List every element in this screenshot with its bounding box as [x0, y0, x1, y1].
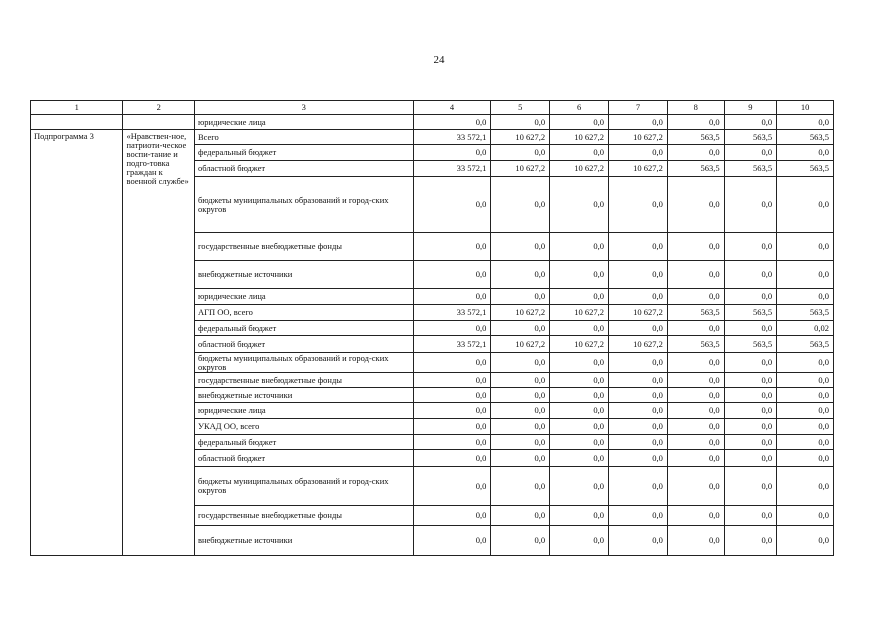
value-cell: 0,0: [777, 261, 834, 289]
value-cell: 0,0: [777, 177, 834, 233]
value-cell: 33 572,1: [413, 130, 491, 145]
value-cell: 0,0: [609, 450, 668, 467]
value-cell: 10 627,2: [491, 336, 550, 353]
value-cell: 0,0: [667, 388, 724, 403]
value-cell: 0,0: [609, 506, 668, 526]
value-cell: 0,0: [550, 388, 609, 403]
value-cell: 0,0: [413, 467, 491, 506]
column-header: 7: [609, 101, 668, 115]
value-cell: 0,0: [667, 435, 724, 450]
value-cell: 0,0: [777, 388, 834, 403]
value-cell: 0,0: [550, 373, 609, 388]
value-cell: 0,0: [777, 526, 834, 556]
row-label: юридические лица: [194, 403, 413, 419]
row-label: государственные внебюджетные фонды: [194, 373, 413, 388]
value-cell: 0,0: [413, 526, 491, 556]
value-cell: 0,0: [609, 145, 668, 161]
value-cell: 563,5: [724, 161, 777, 177]
value-cell: 0,0: [724, 233, 777, 261]
value-cell: 0,0: [491, 233, 550, 261]
value-cell: 10 627,2: [609, 305, 668, 321]
value-cell: 0,0: [667, 145, 724, 161]
value-cell: 0,0: [413, 506, 491, 526]
row-label: юридические лица: [194, 115, 413, 130]
table-row: [31, 130, 834, 145]
value-cell: 563,5: [777, 161, 834, 177]
value-cell: 0,0: [667, 450, 724, 467]
value-cell: 0,0: [724, 388, 777, 403]
empty-cell: [123, 115, 194, 130]
column-header: 6: [550, 101, 609, 115]
page-number: 24: [433, 54, 445, 66]
value-cell: 563,5: [667, 161, 724, 177]
row-label: федеральный бюджет: [194, 145, 413, 161]
value-cell: 0,0: [609, 289, 668, 305]
column-header: 3: [194, 101, 413, 115]
value-cell: 0,0: [491, 450, 550, 467]
value-cell: 0,0: [777, 506, 834, 526]
value-cell: 10 627,2: [550, 305, 609, 321]
value-cell: 0,0: [550, 450, 609, 467]
value-cell: 0,0: [491, 419, 550, 435]
value-cell: 563,5: [724, 336, 777, 353]
value-cell: 0,0: [491, 289, 550, 305]
header-row: [31, 101, 834, 115]
value-cell: 0,0: [413, 388, 491, 403]
value-cell: 0,0: [724, 506, 777, 526]
value-cell: 0,0: [667, 261, 724, 289]
value-cell: 0,0: [491, 321, 550, 336]
column-header: 1: [31, 101, 123, 115]
value-cell: 0,0: [724, 353, 777, 373]
value-cell: 0,0: [667, 419, 724, 435]
value-cell: 0,0: [609, 233, 668, 261]
value-cell: 0,0: [777, 403, 834, 419]
value-cell: 0,0: [413, 261, 491, 289]
value-cell: 0,0: [550, 467, 609, 506]
value-cell: 0,0: [724, 467, 777, 506]
column-header: 5: [491, 101, 550, 115]
value-cell: 0,0: [413, 353, 491, 373]
value-cell: 0,0: [777, 373, 834, 388]
value-cell: 0,0: [491, 388, 550, 403]
empty-cell: [31, 115, 123, 130]
value-cell: 10 627,2: [491, 130, 550, 145]
value-cell: 0,0: [777, 233, 834, 261]
value-cell: 10 627,2: [491, 305, 550, 321]
value-cell: 0,0: [724, 177, 777, 233]
column-header: 4: [413, 101, 491, 115]
value-cell: 0,0: [667, 373, 724, 388]
value-cell: 0,0: [609, 467, 668, 506]
value-cell: 0,0: [609, 435, 668, 450]
value-cell: 0,0: [777, 419, 834, 435]
value-cell: 0,0: [550, 177, 609, 233]
value-cell: 0,0: [491, 403, 550, 419]
value-cell: 0,0: [413, 435, 491, 450]
row-label: бюджеты муниципальных образований и город-ских округов: [194, 177, 413, 233]
table-row: [31, 115, 834, 130]
value-cell: 0,0: [491, 261, 550, 289]
row-label: юридические лица: [194, 289, 413, 305]
value-cell: 10 627,2: [609, 336, 668, 353]
row-label: областной бюджет: [194, 450, 413, 467]
value-cell: 563,5: [724, 130, 777, 145]
budget-table: [30, 100, 834, 556]
value-cell: 0,0: [413, 321, 491, 336]
program-cell: Подпрограмма 3: [31, 130, 123, 556]
value-cell: 0,0: [777, 353, 834, 373]
value-cell: 0,0: [777, 450, 834, 467]
column-header: 9: [724, 101, 777, 115]
value-cell: 0,0: [724, 435, 777, 450]
value-cell: 10 627,2: [491, 161, 550, 177]
value-cell: 0,0: [724, 450, 777, 467]
value-cell: 0,0: [550, 233, 609, 261]
value-cell: 0,0: [667, 233, 724, 261]
value-cell: 0,0: [491, 435, 550, 450]
value-cell: 0,0: [777, 435, 834, 450]
row-label: внебюджетные источники: [194, 388, 413, 403]
value-cell: 0,0: [609, 261, 668, 289]
value-cell: 0,0: [550, 506, 609, 526]
value-cell: 0,0: [609, 321, 668, 336]
row-label: УКАД ОО, всего: [194, 419, 413, 435]
value-cell: 0,0: [724, 419, 777, 435]
value-cell: 33 572,1: [413, 336, 491, 353]
row-label: государственные внебюджетные фонды: [194, 506, 413, 526]
value-cell: 0,0: [609, 353, 668, 373]
value-cell: 0,0: [413, 233, 491, 261]
value-cell: 0,0: [609, 403, 668, 419]
value-cell: 0,0: [550, 115, 609, 130]
value-cell: 10 627,2: [550, 336, 609, 353]
value-cell: 0,0: [413, 145, 491, 161]
value-cell: 0,0: [491, 506, 550, 526]
value-cell: 0,0: [413, 177, 491, 233]
value-cell: 0,0: [667, 289, 724, 305]
value-cell: 0,0: [491, 467, 550, 506]
value-cell: 0,0: [777, 289, 834, 305]
value-cell: 563,5: [777, 336, 834, 353]
value-cell: 0,0: [667, 526, 724, 556]
value-cell: 0,0: [667, 506, 724, 526]
value-cell: 0,0: [413, 115, 491, 130]
value-cell: 0,0: [413, 419, 491, 435]
value-cell: 0,0: [491, 526, 550, 556]
row-label: АГП ОО, всего: [194, 305, 413, 321]
value-cell: 0,0: [724, 289, 777, 305]
value-cell: 0,0: [667, 321, 724, 336]
program-name-cell: «Нравствен-ное, патриоти-ческое воспи-тание и подго-товка граждан к военной службе»: [123, 130, 194, 556]
row-label: бюджеты муниципальных образований и город-ских округов: [194, 467, 413, 506]
value-cell: 0,0: [550, 419, 609, 435]
row-label: областной бюджет: [194, 336, 413, 353]
value-cell: 563,5: [667, 336, 724, 353]
value-cell: 0,0: [724, 526, 777, 556]
value-cell: 0,0: [724, 321, 777, 336]
value-cell: 0,0: [491, 145, 550, 161]
column-header: 2: [123, 101, 194, 115]
value-cell: 0,0: [724, 261, 777, 289]
value-cell: 10 627,2: [550, 130, 609, 145]
value-cell: 0,0: [724, 373, 777, 388]
value-cell: 0,0: [413, 373, 491, 388]
value-cell: 0,0: [413, 403, 491, 419]
row-label: внебюджетные источники: [194, 526, 413, 556]
value-cell: 0,0: [777, 467, 834, 506]
value-cell: 0,0: [550, 321, 609, 336]
value-cell: 0,0: [667, 467, 724, 506]
value-cell: 33 572,1: [413, 161, 491, 177]
value-cell: 0,0: [667, 115, 724, 130]
value-cell: 0,0: [777, 115, 834, 130]
value-cell: 0,0: [550, 261, 609, 289]
value-cell: 0,0: [724, 115, 777, 130]
column-header: 10: [777, 101, 834, 115]
value-cell: 0,0: [413, 450, 491, 467]
value-cell: 10 627,2: [550, 161, 609, 177]
row-label: государственные внебюджетные фонды: [194, 233, 413, 261]
value-cell: 0,0: [413, 289, 491, 305]
value-cell: 10 627,2: [609, 161, 668, 177]
value-cell: 563,5: [667, 130, 724, 145]
value-cell: 0,0: [550, 145, 609, 161]
value-cell: 0,0: [609, 373, 668, 388]
value-cell: 0,0: [667, 353, 724, 373]
value-cell: 563,5: [777, 130, 834, 145]
row-label: бюджеты муниципальных образований и город-ских округов: [194, 353, 413, 373]
value-cell: 0,0: [491, 373, 550, 388]
value-cell: 0,0: [724, 145, 777, 161]
row-label: областной бюджет: [194, 161, 413, 177]
value-cell: 0,0: [491, 177, 550, 233]
value-cell: 0,0: [609, 419, 668, 435]
value-cell: 33 572,1: [413, 305, 491, 321]
value-cell: 10 627,2: [609, 130, 668, 145]
value-cell: 0,0: [667, 403, 724, 419]
value-cell: 0,0: [491, 353, 550, 373]
value-cell: 0,0: [609, 177, 668, 233]
value-cell: 0,0: [724, 403, 777, 419]
value-cell: 0,0: [777, 145, 834, 161]
value-cell: 563,5: [667, 305, 724, 321]
value-cell: 563,5: [724, 305, 777, 321]
row-label: федеральный бюджет: [194, 321, 413, 336]
value-cell: 0,0: [550, 435, 609, 450]
column-header: 8: [667, 101, 724, 115]
value-cell: 0,0: [550, 526, 609, 556]
value-cell: 0,0: [667, 177, 724, 233]
value-cell: 0,0: [609, 115, 668, 130]
value-cell: 0,0: [491, 115, 550, 130]
value-cell: 0,0: [609, 388, 668, 403]
row-label: федеральный бюджет: [194, 435, 413, 450]
value-cell: 0,02: [777, 321, 834, 336]
value-cell: 0,0: [550, 289, 609, 305]
value-cell: 0,0: [550, 353, 609, 373]
value-cell: 563,5: [777, 305, 834, 321]
value-cell: 0,0: [609, 526, 668, 556]
row-label: внебюджетные источники: [194, 261, 413, 289]
row-label: Всего: [194, 130, 413, 145]
value-cell: 0,0: [550, 403, 609, 419]
